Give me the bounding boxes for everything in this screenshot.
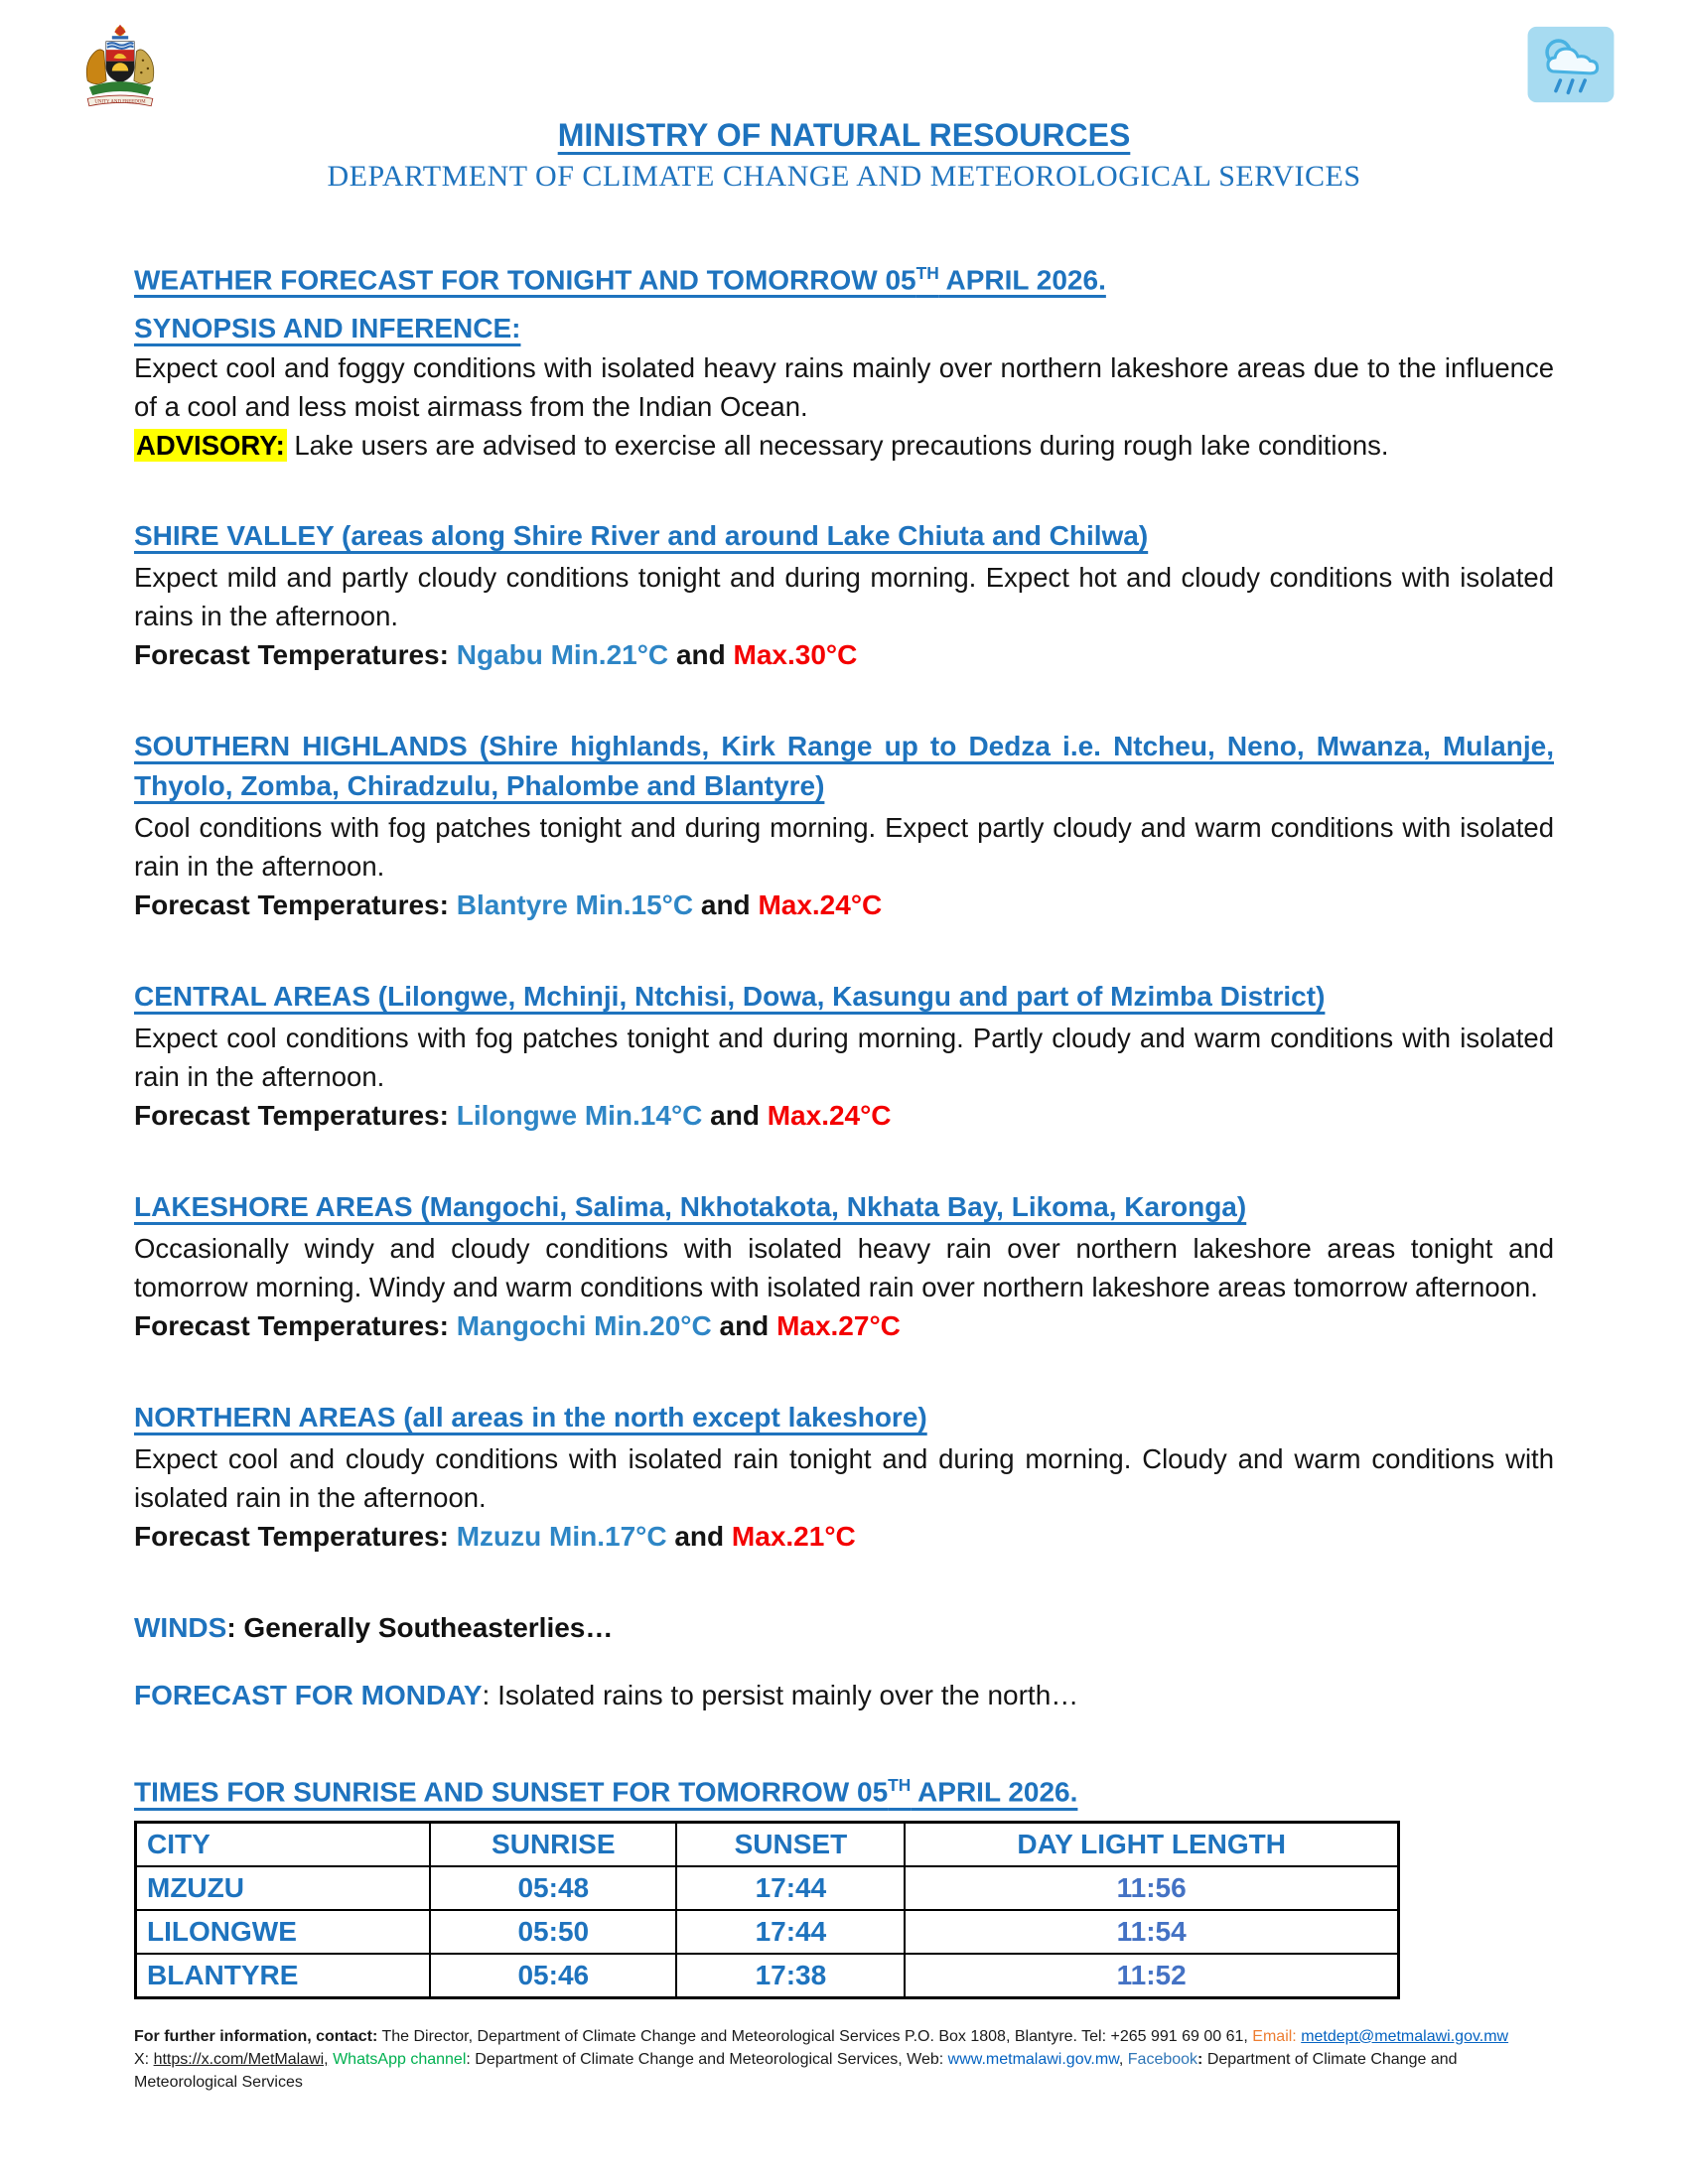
ministry-title: MINISTRY OF NATURAL RESOURCES	[557, 117, 1131, 153]
region-section-northern-areas	[134, 1398, 1554, 1557]
region-section-shire-valley	[134, 516, 1554, 675]
city-cell: LILONGWE	[136, 1910, 431, 1954]
temps-and: and	[719, 1310, 770, 1342]
temps-and: and	[710, 1100, 760, 1132]
winds-line	[134, 1608, 1554, 1648]
weather-cloud-rain-icon	[1526, 26, 1616, 103]
region-heading: LAKESHORE AREAS (Mangochi, Salima, Nkhotakota, Nkhata Bay, Likoma, Karonga)	[134, 1191, 1247, 1223]
temps-and: and	[674, 1521, 725, 1553]
temps-min-value: Blantyre Min.15°C	[456, 889, 694, 921]
sunrise-cell: 05:46	[430, 1954, 676, 1998]
page-title-sup: TH	[915, 263, 939, 283]
footer-email-label: Email:	[1252, 2027, 1297, 2045]
region-section-central-areas	[134, 977, 1554, 1136]
synopsis-text: Expect cool and foggy conditions with isolated heavy rains mainly over northern lakeshore areas due to the influence of a cool and less moist airmass from the Indian Ocean.	[134, 352, 1554, 423]
temps-label: Forecast Temperatures:	[134, 1310, 449, 1342]
forecast-temperatures	[134, 886, 1554, 925]
temps-max-value: Max.24°C	[767, 1100, 892, 1132]
region-forecast-text: Expect cool and cloudy conditions with isolated rain tonight and during morning. Cloudy and warm conditions with isolated rain in the afternoon.	[134, 1443, 1554, 1514]
sunrise-heading-date: APRIL 2026.	[911, 1776, 1078, 1808]
footer-facebook-colon: :	[1197, 2050, 1203, 2068]
sunrise-cell: 05:50	[430, 1910, 676, 1954]
sunrise-heading-text: TIMES FOR SUNRISE AND SUNSET FOR TOMORROW 05	[134, 1776, 889, 1808]
daylight-cell: 11:52	[905, 1954, 1398, 1998]
monday-forecast-line	[134, 1676, 1554, 1715]
sunrise-sunset-heading	[134, 1765, 1554, 1812]
temps-min-value: Mzuzu Min.17°C	[456, 1521, 667, 1553]
region-heading: SHIRE VALLEY (areas along Shire River and around Lake Chiuta and Chilwa)	[134, 520, 1149, 552]
region-forecast-text: Expect mild and partly cloudy conditions tonight and during morning. Expect hot and cloudy conditions with isolated rains in the afternoon.	[134, 562, 1554, 632]
region-heading: SOUTHERN HIGHLANDS (Shire highlands, Kirk Range up to Dedza i.e. Ntcheu, Neno, Mwanza, Mulanje, Thyolo, Zomba, Chiradzulu, Phalombe and Blantyre)	[134, 731, 1554, 802]
column-header-city: CITY	[136, 1822, 431, 1866]
advisory-paragraph	[134, 426, 1554, 465]
department-title: DEPARTMENT OF CLIMATE CHANGE AND METEOROLOGICAL SERVICES	[327, 160, 1361, 193]
advisory-text: Lake users are advised to exercise all necessary precautions during rough lake conditions.	[294, 430, 1389, 462]
temps-and: and	[675, 639, 726, 671]
region-heading: CENTRAL AREAS (Lilongwe, Mchinji, Ntchisi, Dowa, Kasungu and part of Mzimba District)	[134, 981, 1326, 1013]
footer-contact-label: For further information, contact:	[134, 2027, 378, 2045]
forecast-temperatures	[134, 1306, 1554, 1346]
column-header-sunrise: SUNRISE	[430, 1822, 676, 1866]
temps-max-value: Max.30°C	[733, 639, 858, 671]
temps-label: Forecast Temperatures:	[134, 639, 449, 671]
winds-text: : Generally Southeasterlies…	[226, 1612, 614, 1644]
footer-contact-text: The Director, Department of Climate Change and Meteorological Services P.O. Box 1808, Blantyre. Tel: +265 991 69 00 61,	[381, 2027, 1248, 2045]
forecast-temperatures	[134, 1517, 1554, 1557]
temps-min-value: Ngabu Min.21°C	[456, 639, 669, 671]
footer-facebook-text: Department of Climate Change and	[1206, 2050, 1458, 2068]
sunrise-cell: 05:48	[430, 1866, 676, 1910]
table-row-lilongwe	[136, 1910, 1399, 1954]
malawi-coat-of-arms-icon	[79, 22, 161, 115]
region-forecast-text: Occasionally windy and cloudy conditions with isolated heavy rain over northern lakeshore areas tonight and tomorrow morning. Windy and warm conditions with isolated rain over northern lakeshore areas tomorrow afternoon.	[134, 1233, 1554, 1303]
region-section-lakeshore-areas	[134, 1187, 1554, 1346]
sunrise-sunset-block	[134, 1765, 1554, 1998]
region-forecast-text: Cool conditions with fog patches tonight and during morning. Expect partly cloudy and warm conditions with isolated rain in the afternoon.	[134, 812, 1554, 883]
temps-min-value: Lilongwe Min.14°C	[456, 1100, 703, 1132]
sunset-cell: 17:44	[676, 1910, 905, 1954]
monday-text: : Isolated rains to persist mainly over the north…	[482, 1680, 1079, 1711]
page-title-text: WEATHER FORECAST FOR TONIGHT AND TOMORROW 05	[134, 264, 916, 296]
sunset-cell: 17:38	[676, 1954, 905, 1998]
footer-facebook-label: Facebook	[1127, 2050, 1198, 2068]
forecast-temperatures	[134, 1096, 1554, 1136]
footer-whatsapp-text: : Department of Climate Change and Meteorological Services, Web:	[466, 2050, 944, 2068]
sunrise-sunset-table	[134, 1821, 1400, 1999]
footer-x-label: X:	[134, 2050, 150, 2068]
temps-max-value: Max.27°C	[776, 1310, 901, 1342]
footer-comma: ,	[1118, 2050, 1124, 2068]
city-cell: BLANTYRE	[136, 1954, 431, 1998]
footer-whatsapp-label: WhatsApp channel	[333, 2050, 467, 2068]
page-title-date: APRIL 2026.	[938, 264, 1106, 296]
temps-label: Forecast Temperatures:	[134, 1100, 449, 1132]
table-header-row	[136, 1822, 1399, 1866]
daylight-cell: 11:56	[905, 1866, 1398, 1910]
page-title	[134, 253, 1554, 300]
region-forecast-text: Expect cool conditions with fog patches tonight and during morning. Partly cloudy and warm conditions with isolated rain in the afternoon.	[134, 1023, 1554, 1093]
temps-label: Forecast Temperatures:	[134, 1521, 449, 1553]
temps-max-value: Max.21°C	[731, 1521, 856, 1553]
column-header-daylight: DAY LIGHT LENGTH	[905, 1822, 1398, 1866]
winds-label: WINDS	[134, 1612, 227, 1644]
synopsis-heading: SYNOPSIS AND INFERENCE:	[134, 313, 521, 344]
column-header-sunset: SUNSET	[676, 1822, 905, 1866]
advisory-label: ADVISORY:	[136, 430, 285, 462]
city-cell: MZUZU	[136, 1866, 431, 1910]
footer-x-link[interactable]: https://x.com/MetMalawi,	[153, 2050, 329, 2068]
sunset-cell: 17:44	[676, 1866, 905, 1910]
temps-label: Forecast Temperatures:	[134, 889, 449, 921]
footer-facebook-text-2: Meteorological Services	[134, 2073, 303, 2091]
table-row-mzuzu	[136, 1866, 1399, 1910]
temps-and: and	[700, 889, 751, 921]
region-section-southern-highlands	[134, 727, 1554, 925]
forecast-temperatures	[134, 635, 1554, 675]
footer-web-link[interactable]: www.metmalawi.gov.mw	[947, 2050, 1119, 2068]
monday-label: FORECAST FOR MONDAY	[134, 1680, 483, 1711]
footer-email-link[interactable]: metdept@metmalawi.gov.mw	[1301, 2027, 1509, 2045]
svg-text:UNITY AND FREEDOM: UNITY AND FREEDOM	[94, 99, 146, 105]
region-heading: NORTHERN AREAS (all areas in the north except lakeshore)	[134, 1402, 927, 1433]
table-row-blantyre	[136, 1954, 1399, 1998]
temps-min-value: Mangochi Min.20°C	[456, 1310, 712, 1342]
temps-max-value: Max.24°C	[758, 889, 883, 921]
footer-contact-info	[134, 2025, 1554, 2094]
sunrise-heading-sup: TH	[888, 1775, 912, 1796]
daylight-cell: 11:54	[905, 1910, 1398, 1954]
